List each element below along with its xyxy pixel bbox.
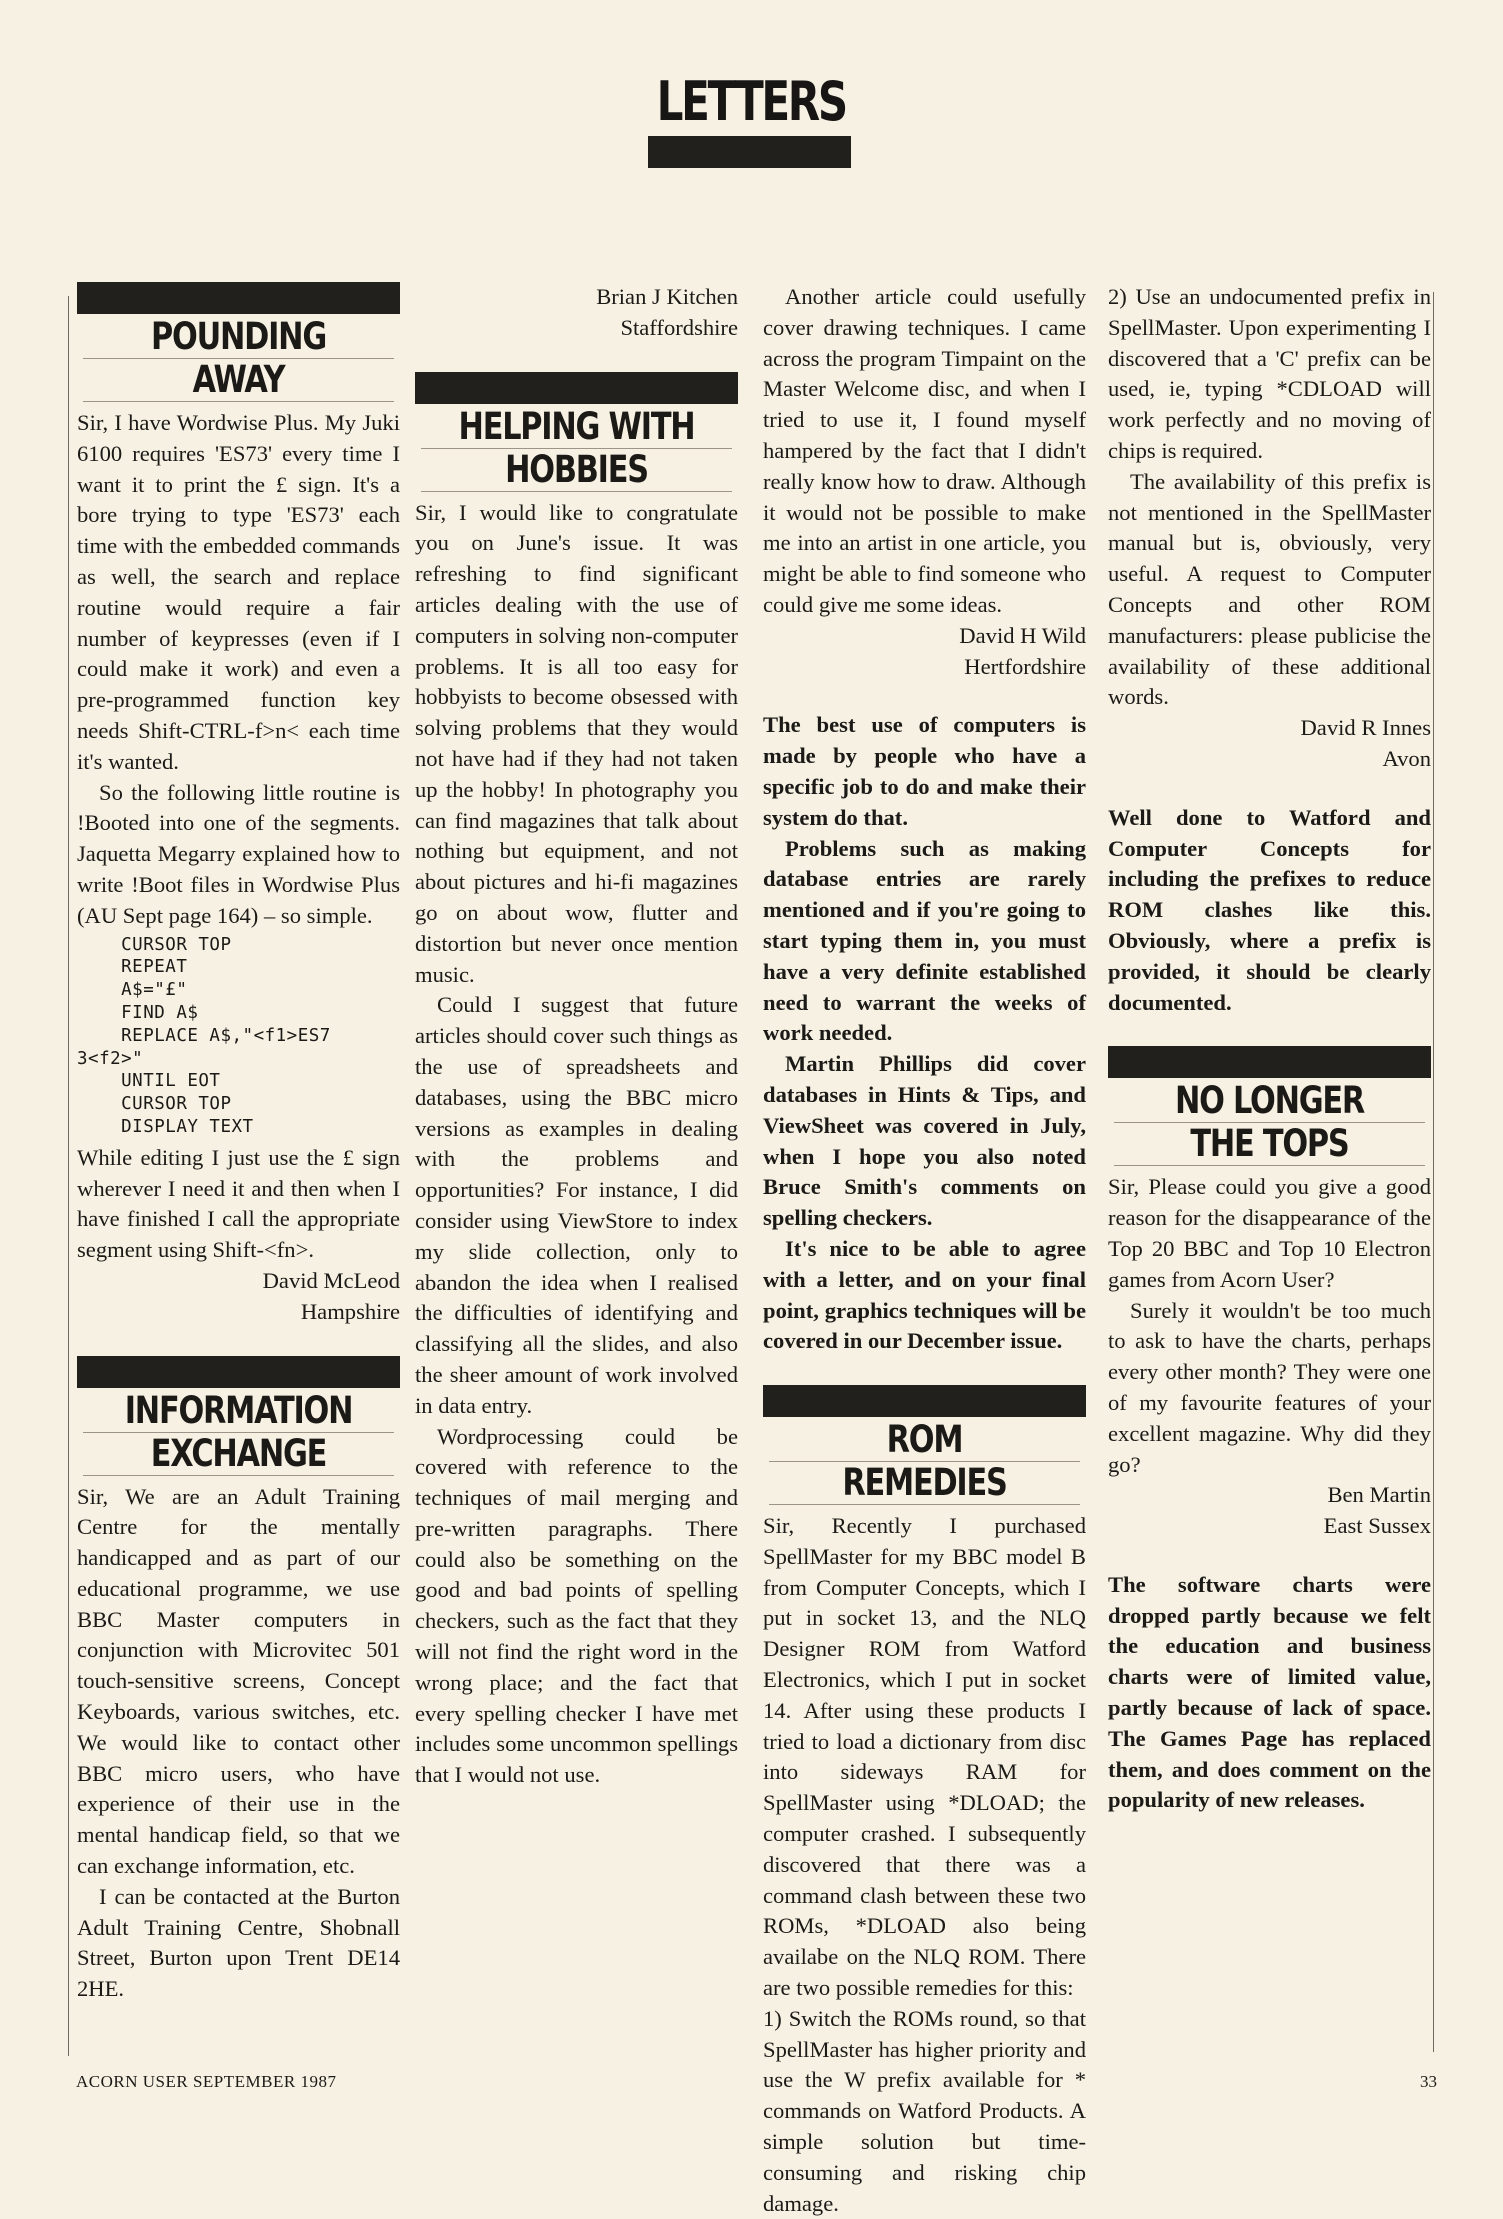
page-number: 33 bbox=[1420, 2072, 1437, 2091]
letter-location: Staffordshire bbox=[620, 314, 738, 340]
headline-line-1: HELPING WITH bbox=[458, 404, 695, 448]
headline-bar bbox=[763, 1385, 1086, 1417]
headline-line-1: ROM bbox=[886, 1418, 963, 1462]
headline-pounding-away bbox=[77, 282, 400, 402]
letter-paragraph: 2) Use an undocumented prefix in SpellMaster. Upon experimenting I discovered that a 'C' prefix can be used, ie, typing *CDLOAD will work perfectly and no moving of chips is required. bbox=[1108, 284, 1431, 463]
headline-line-1: NO LONGER bbox=[1174, 1079, 1365, 1123]
spacer bbox=[763, 1357, 1086, 1385]
headline-line-2: HOBBIES bbox=[505, 447, 648, 491]
reply-paragraph: Problems such as making database entries are rarely mentioned and if you're going to start typing them in, you must have a very definite established need to warrant the weeks of work needed. bbox=[763, 835, 1086, 1046]
spacer bbox=[1108, 1018, 1431, 1046]
reply-paragraph: The best use of computers is made by people who have a specific job to do and make their system do that. bbox=[763, 712, 1086, 830]
spacer bbox=[77, 1328, 400, 1356]
headline-line-2: REMEDIES bbox=[842, 1461, 1007, 1505]
masthead bbox=[0, 70, 1503, 133]
footer-publication: ACORN USER SEPTEMBER 1987 bbox=[76, 2072, 337, 2091]
headline-bar bbox=[1108, 1046, 1431, 1078]
column-divider bbox=[1433, 292, 1434, 2052]
column-2 bbox=[415, 282, 738, 1791]
headline-no-longer-the-tops bbox=[1108, 1046, 1431, 1166]
letter-paragraph: The availability of this prefix is not mentioned in the SpellMaster manual but is, obviously, very useful. A request to Computer Concepts and other ROM manufacturers: please publicise the availability of these additional words. bbox=[1108, 468, 1431, 710]
headline-bar bbox=[77, 1356, 400, 1388]
headline-line-1: INFORMATION bbox=[124, 1388, 353, 1432]
letter-paragraph: Could I suggest that future articles should cover such things as the use of spreadsheets and databases, using the BBC micro versions as examples in dealing with the problems and opportunities? For instance, I did consider using ViewStore to index my slide collection, only to abandon the idea when I realised the difficulties of identifying and classifying all the slides, and also the sheer amount of work involved in data entry. bbox=[415, 992, 738, 1418]
letter-author: Brian J Kitchen bbox=[596, 284, 738, 309]
letter-paragraph: Another article could usefully cover drawing techniques. I came across the program Timpaint on the Master Welcome disc, and when I tried to use it, I found myself hampered by the fact that I didn't really know how to draw. Although it would not be possible to make me into an artist in one article, you might be able to find someone who could give me some ideas. bbox=[763, 284, 1086, 617]
column-4 bbox=[1108, 282, 1431, 1816]
letter-paragraph: Sir, Recently I purchased SpellMaster for my BBC model B from Computer Concepts, which I put in socket 13, and the NLQ Designer ROM from Watford Electronics, which I put in socket 14. After using these products I tried to load a dictionary from disc into sideways RAM for SpellMaster using *DLOAD; the computer crashed. I subsequently discovered that there was a command clash between these two ROMs, *DLOAD also being availabe on the NLQ ROM. There are two possible remedies for this: bbox=[763, 1513, 1086, 2001]
headline-information-exchange bbox=[77, 1356, 400, 1476]
headline-bar bbox=[415, 372, 738, 404]
letter-location: Hampshire bbox=[300, 1298, 400, 1324]
letter-paragraph: Wordprocessing could be covered with reference to the techniques of mail merging and pre-written paragraphs. There could also be something on the good and bad points of spelling checkers, such as the fact that they will not find the right word in the wrong place; and the fact that every spelling checker I have met includes some uncommon spellings that I would not use. bbox=[415, 1423, 738, 1788]
spacer bbox=[1108, 775, 1431, 803]
letter-paragraph: 1) Switch the ROMs round, so that SpellMaster has higher priority and use the W prefix available for * commands on Watford Products. A simple solution but time-consuming and risking chip damage. bbox=[763, 2005, 1086, 2216]
letter-author: David McLeod bbox=[262, 1267, 400, 1293]
headline-rule bbox=[421, 491, 732, 492]
letter-paragraph: Sir, We are an Adult Training Centre for the mentally handicapped and as part of our educational programme, we use BBC Master computers in conjunction with Microvitec 501 touch-sensitive screens, Concept Keyboards, various switches, etc. We would like to contact other BBC micro users, who have experience of their use in the mental handicap field, so that we can exchange information, etc. bbox=[77, 1483, 400, 1879]
editor-reply bbox=[1108, 1570, 1431, 1816]
column-1 bbox=[77, 282, 400, 2005]
letter-location: Avon bbox=[1382, 745, 1431, 771]
letter-author: Ben Martin bbox=[1327, 1482, 1431, 1508]
editor-reply bbox=[763, 710, 1086, 1357]
column-3 bbox=[763, 282, 1086, 2219]
reply-paragraph: Martin Phillips did cover databases in Hints & Tips, and ViewSheet was covered in July, when I hope you also noted Bruce Smith's comments on spelling checkers. bbox=[763, 1051, 1086, 1231]
reply-paragraph: It's nice to be able to agree with a letter, and on your final point, graphics techniques will be covered in our December issue. bbox=[763, 1235, 1086, 1354]
reply-paragraph: The software charts were dropped partly because we felt the education and business charts were of limited value, partly because of lack of space. The Games Page has replaced them, and does comment on the popularity of new releases. bbox=[1108, 1571, 1431, 1813]
letter-paragraph: Sir, I would like to congratulate you on June's issue. It was refreshing to find significant articles dealing with the use of computers in solving non-computer problems. It is all too easy for hobbyists to become obsessed with solving problems that they would not have had if they had not taken up the hobby! In photography you can find magazines that talk about nothing but equipment, and not about pictures and hi-fi magazines go on about wow, flutter and distortion but never once mention music. bbox=[415, 499, 738, 987]
spacer bbox=[1108, 1542, 1431, 1570]
letter-paragraph: Surely it wouldn't be too much to ask to have the charts, perhaps every other month? They were one of my favourite features of your excellent magazine. Why did they go? bbox=[1108, 1297, 1431, 1477]
letter-location: Hertfordshire bbox=[964, 653, 1086, 679]
spacer bbox=[415, 344, 738, 372]
letter-author: David R Innes bbox=[1300, 715, 1431, 741]
editor-reply bbox=[1108, 803, 1431, 1019]
letter-paragraph: Sir, Please could you give a good reason for the disappearance of the Top 20 BBC and Top 10 Electron games from Acorn User? bbox=[1108, 1174, 1431, 1292]
headline-rule bbox=[1114, 1165, 1425, 1166]
letter-paragraph: I can be contacted at the Burton Adult Training Centre, Shobnall Street, Burton upon Trent DE14 2HE. bbox=[77, 1883, 400, 2002]
headline-rule bbox=[83, 1475, 394, 1476]
headline-rom-remedies bbox=[763, 1385, 1086, 1505]
column-divider bbox=[68, 296, 69, 2056]
headline-rule bbox=[769, 1504, 1080, 1505]
headline-line-2: AWAY bbox=[192, 358, 285, 401]
letter-paragraph: So the following little routine is !Booted into one of the segments. Jaquetta Megarry explained how to write !Boot files in Wordwise Plus (AU Sept page 164) – so simple. bbox=[77, 779, 400, 928]
spacer bbox=[763, 682, 1086, 710]
code-listing: CURSOR TOP REPEAT A$="£" FIND A$ REPLACE A$,"<f1>ES7 3<f2>" UNTIL EOT CURSOR TOP DISPLAY TEXT bbox=[77, 934, 331, 1137]
headline-bar bbox=[77, 282, 400, 314]
reply-paragraph: Well done to Watford and Computer Concepts for including the prefixes to reduce ROM clashes like this. Obviously, where a prefix is provided, it should be clearly documented. bbox=[1108, 804, 1431, 1015]
letter-paragraph: While editing I just use the £ sign wherever I need it and then when I have finished I call the appropriate segment using Shift-<fn>. bbox=[77, 1144, 400, 1263]
page-header: LETTERS bbox=[656, 70, 847, 133]
header-rule-bar bbox=[648, 136, 851, 168]
letter-author: David H Wild bbox=[959, 622, 1086, 648]
headline-line-1: POUNDING bbox=[151, 315, 326, 358]
letter-location: East Sussex bbox=[1323, 1513, 1431, 1539]
headline-helping-with-hobbies bbox=[415, 372, 738, 492]
headline-line-2: EXCHANGE bbox=[150, 1431, 327, 1475]
headline-rule bbox=[83, 401, 394, 402]
headline-line-2: THE TOPS bbox=[1190, 1122, 1349, 1166]
letter-paragraph: Sir, I have Wordwise Plus. My Juki 6100 requires 'ES73' every time I want it to print the £ sign. It's a bore trying to type 'ES73' each time with the embedded commands as well, the search and replace routine would require a fair number of keypresses (even if I could make it work) and even a pre-programmed function key needs Shift-CTRL-f>n< each time it's wanted. bbox=[77, 410, 400, 774]
